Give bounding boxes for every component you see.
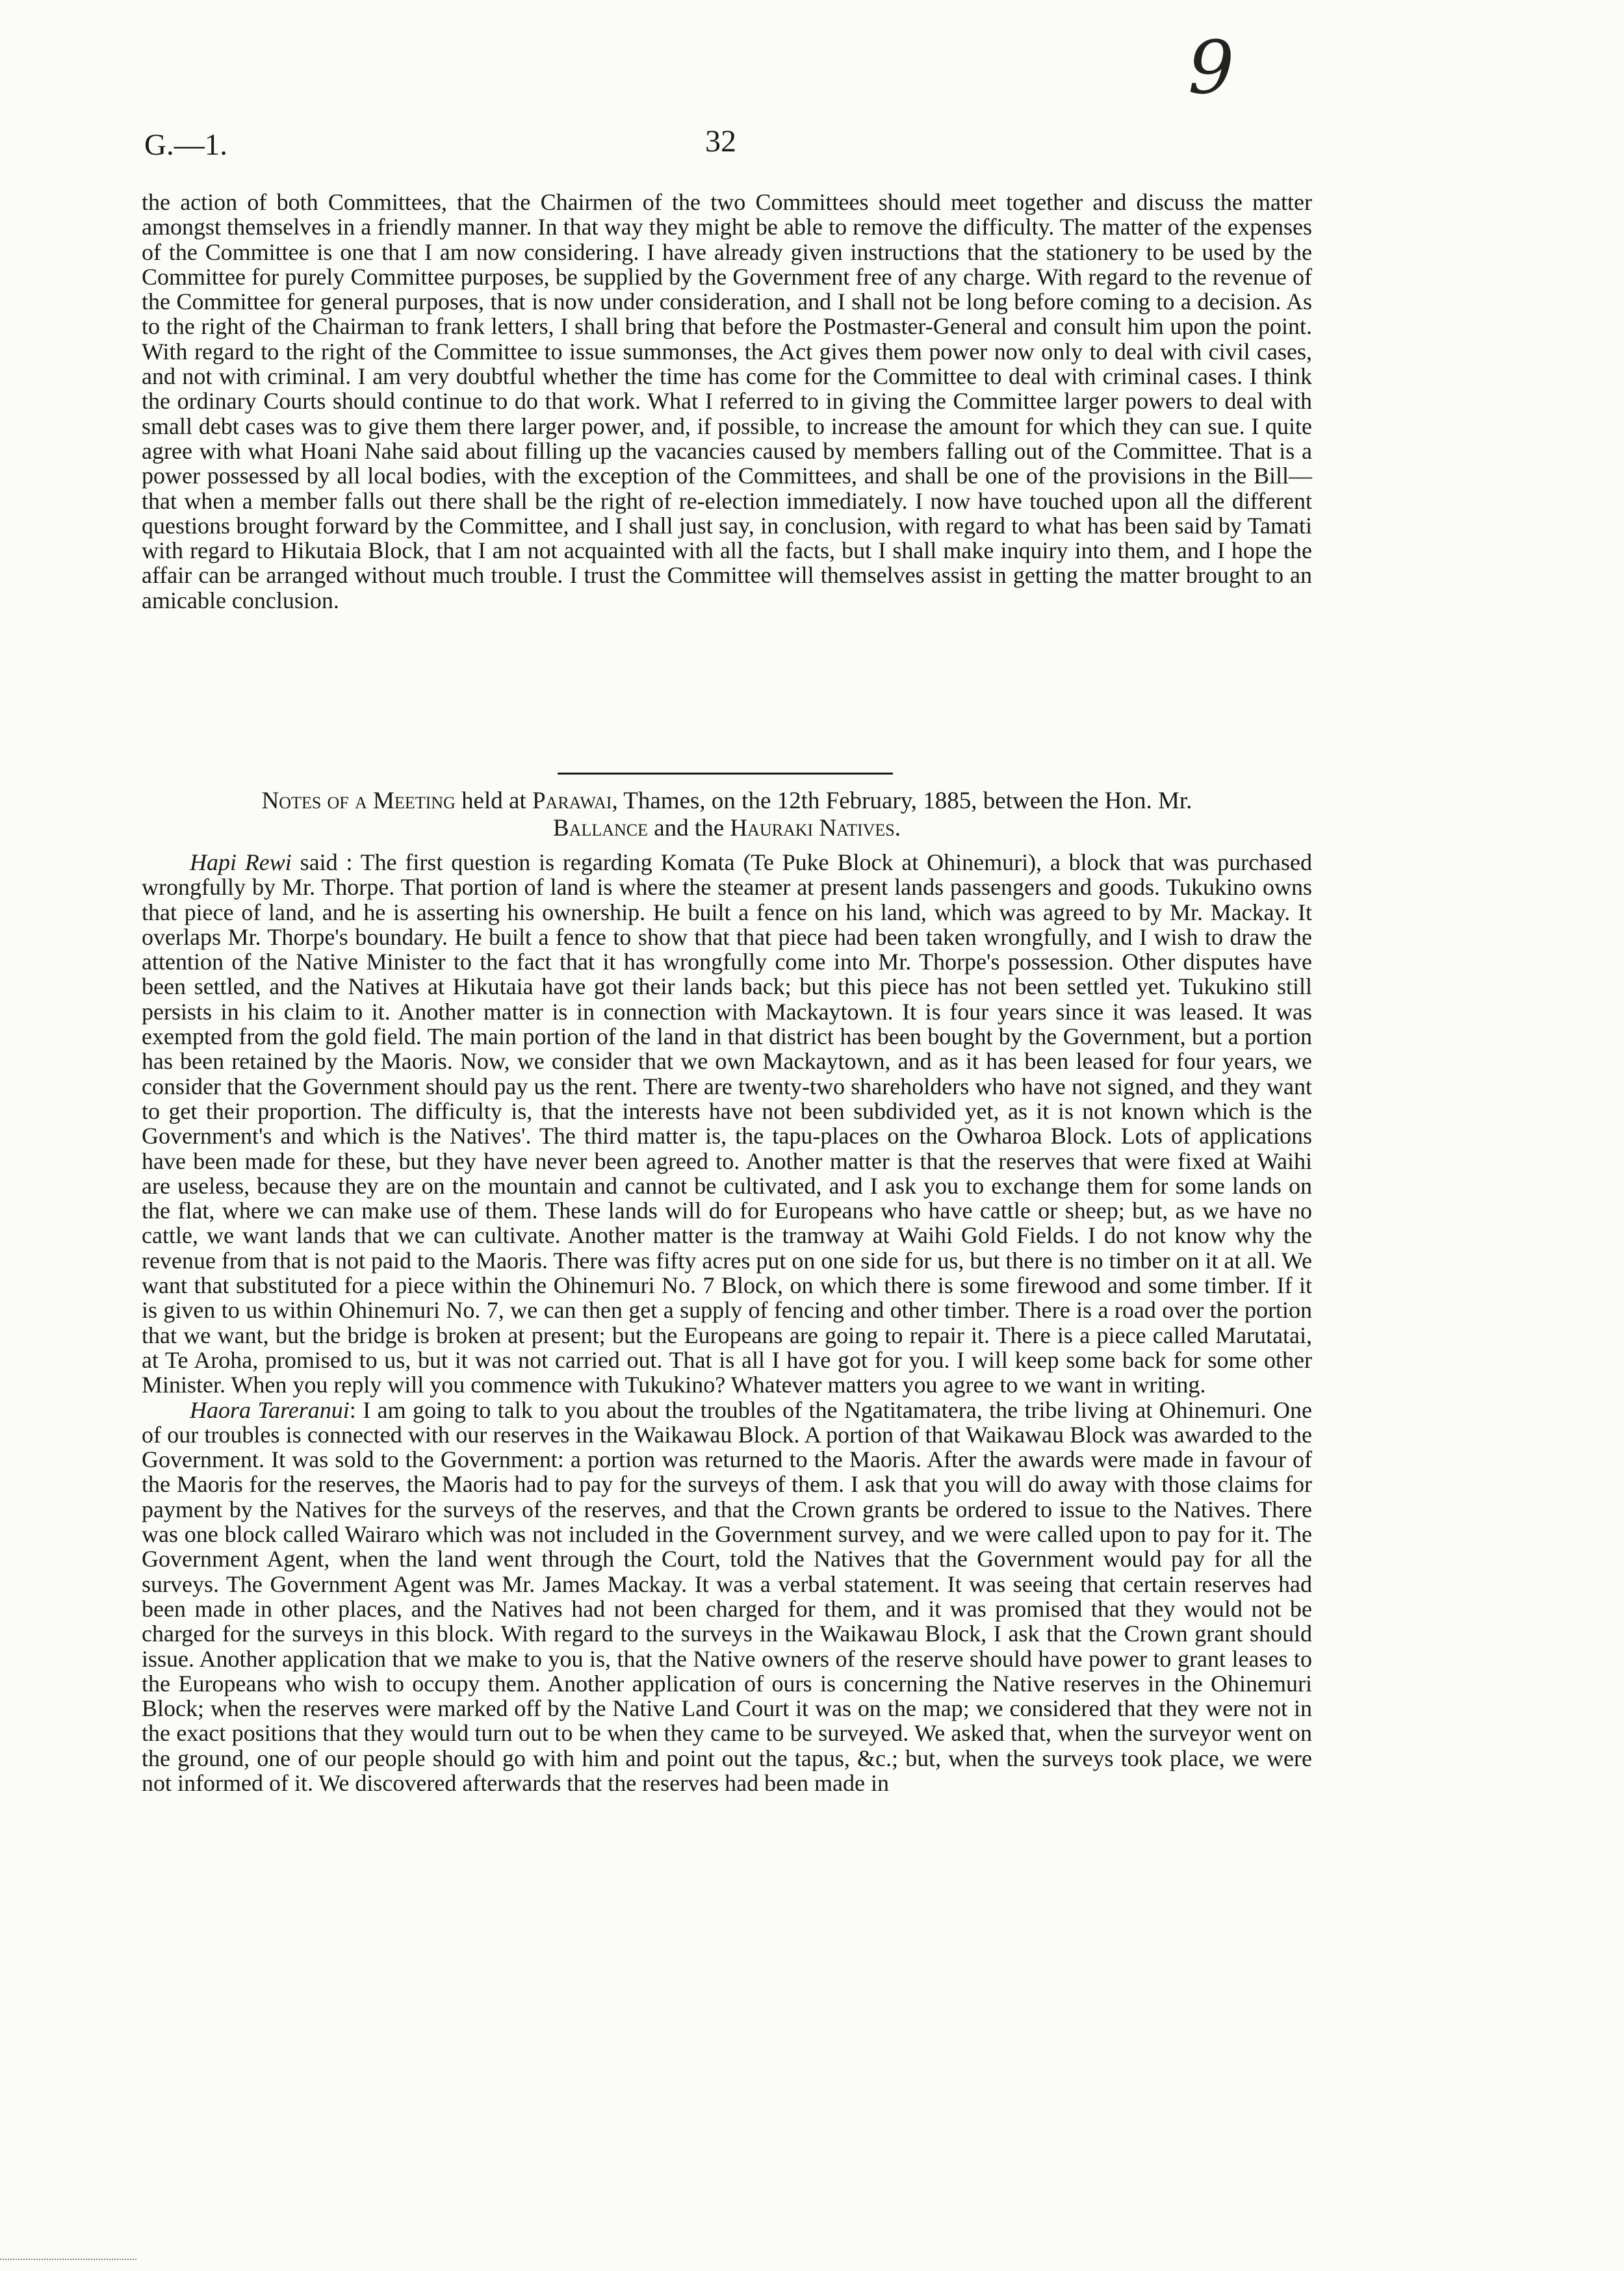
notes-title-part: and the [648, 815, 730, 841]
continuation-paragraph: the action of both Committees, that the Chairmen of the two Committees should meet together and discuss the matter amongst themselves in a friendly manner. In that way they might be able to remove the difficulty. The matter of the expenses of the Committee is one that I am now considering. I have already given instructions that the stationery to be used by the Committee for purely Committee purposes, be supplied by the Government free of any charge. With regard to the revenue of the Committee for general purposes, that is now under consideration, and I shall not be long before coming to a decision. As to the right of the Chairman to frank letters, I shall bring that before the Postmaster-General and consult him upon the point. With regard to the right of the Committee to issue summonses, the Act gives them power now only to deal with civil cases, and not with criminal. I am very doubtful whether the time has come for the Committee to deal with criminal cases. I think the ordinary Courts should continue to do that work. What I referred to in giving the Committee larger powers to deal with small debt cases was to give them there larger power, and, if possible, to increase the amount for which they can sue. I quite agree with what Hoani Nahe said about filling up the vacancies caused by members falling out of the Committee. That is a power possessed by all local bodies, with the exception of the Committees, and shall be one of the provisions in the Bill—that when a member falls out there shall be the right of re-election immediately. I now have touched upon all the different questions brought forward by the Committee, and I shall just say, in conclusion, with regard to what has been said by Tamati with regard to Hikutaia Block, that I am not acquainted with all the facts, but I shall make inquiry into them, and I hope the affair can be arranged without much trouble. I trust the Committee will themselves assist in getting the matter brought to an amicable conclusion. [142, 189, 1312, 613]
speaker-name: Haora Tareranui [190, 1396, 350, 1423]
notes-title-place: Parawai [532, 788, 612, 814]
speech-paragraph [142, 1398, 1312, 1796]
section-divider [558, 773, 893, 775]
speech-text: The first question is regarding Komata (Te Puke Block at Ohinemuri), a block that was purchased wrongfully by Mr. Thorpe. That portion of land is where the steamer at present lands passengers and goods. Tukukino owns that piece of land, and he is asserting his ownership. He built a fence on his land, which was agreed to by Mr. Mackay. It overlaps Mr. Thorpe's boundary. He built a fence to show that that piece had been taken wrongfully, and I wish to draw the attention of the Native Minister to the fact that it has wrongfully come into Mr. Thorpe's possession. Other disputes have been settled, and the Natives at Hikutaia have got their lands back; but this piece has not been settled yet. Tukukino still persists in his claim to it. Another matter is in connection with Mackaytown. It is four years since it was leased. It was exempted from the gold field. The main portion of the land in that district has been bought by the Government, but a portion has been retained by the Maoris. Now, we consider that we own Mackaytown, and as it has been leased for four years, we consider that the Government should pay us the rent. There are twenty-two shareholders who have not signed, and they want to get their proportion. The difficulty is, that the interests have not been subdivided yet, as it is not known which is the Government's and which is the Natives'. The third matter is, the tapu-places on the Owharoa Block. Lots of applications have been made for these, but they have never been agreed to. Another matter is that the reserves that were fixed at Waihi are useless, because they are on the mountain and cannot be cultivated, and I ask you to exchange them for some lands on the flat, where we can make use of them. These lands will do for Europeans who have cattle or sheep; but, as we have no cattle, we want lands that we can cultivate. Another matter is the tramway at Waihi Gold Fields. I do not know why the revenue from that is not paid to the Maoris. There was fifty acres put on one side for us, but there is no timber on it at all. We want that substituted for a piece within the Ohinemuri No. 7 Block, on which there is some firewood and some timber. If it is given to us within Ohinemuri No. 7, we can then get a supply of fencing and other timber. There is a road over the portion that we want, but the bridge is broken at present; but the Europeans are going to repair it. There is a piece called Marutatai, at Te Aroha, promised to us, but it was not carried out. That is all I have got for you. I will keep some back for some other Minister. When you reply will you commence with Tukukino? Whatever matters you agree to we want in writing. [142, 849, 1313, 1398]
handwritten-page-number: 9 [1188, 26, 1235, 110]
notes-title [142, 788, 1312, 842]
notes-title-part: . [894, 815, 901, 841]
continuation-paragraph-block [142, 190, 1312, 613]
speech-paragraph [142, 850, 1312, 1398]
notes-title-part: , Thames, on the 12th February, 1885, between the Hon. Mr. [612, 788, 1192, 814]
speech-text: I am going to talk to you about the troubles of the Ngatitamatera, the tribe living at Ohinemuri. One of our troubles is connected with our reserves in the Waikawau Block. A portion of that Waikawau Block was awarded to the Government. It was sold to the Government: a portion was returned to the Maoris. After the awards were made in favour of the Maoris for the reserves, the Maoris had to pay for the surveys of them. I ask that you will do away with those claims for payment by the Natives for the surveys of the reserves, and that the Crown grants be ordered to issue to the Natives. There was one block called Wairaro which was not included in the Government survey, and we were called upon to pay for it. The Government Agent, when the land went through the Court, told the Natives that the Government would pay for all the surveys. The Government Agent was Mr. James Mackay. It was a verbal statement. It was seeing that certain reserves had been made in other places, and the Natives had not been charged for them, and it was promised that they would not be charged for the surveys in this block. With regard to the surveys in the Waikawau Block, I ask that the Crown grant should issue. Another application that we make to you is, that the Native owners of the reserve should have power to grant leases to the Europeans who wish to occupy them. Another application of ours is concerning the Native reserves in the Ohinemuri Block; when the reserves were marked off by the Native Land Court it was on the map; we considered that they were not in the exact positions that they would turn out to be when they came to be surveyed. We asked that, when the surveyor went on the ground, one of our people should go with him and point out the tapus, &c.; but, when the surveys took place, we were not informed of it. We discovered afterwards that the reserves had been made in [142, 1396, 1313, 1796]
notes-title-part: Notes of a Meeting [261, 788, 456, 814]
notes-title-tribe: Hauraki Natives [730, 815, 895, 841]
notes-title-part: held at [455, 788, 532, 814]
scan-edge-mark [0, 2259, 136, 2260]
speeches-block [142, 850, 1312, 1795]
speech-intro: : [349, 1396, 363, 1423]
speaker-name: Hapi Rewi [190, 849, 292, 875]
speech-intro: said : [291, 849, 361, 875]
report-reference: G.—1. [144, 128, 227, 162]
notes-title-minister: Ballance [553, 815, 648, 841]
page-number: 32 [705, 124, 736, 159]
